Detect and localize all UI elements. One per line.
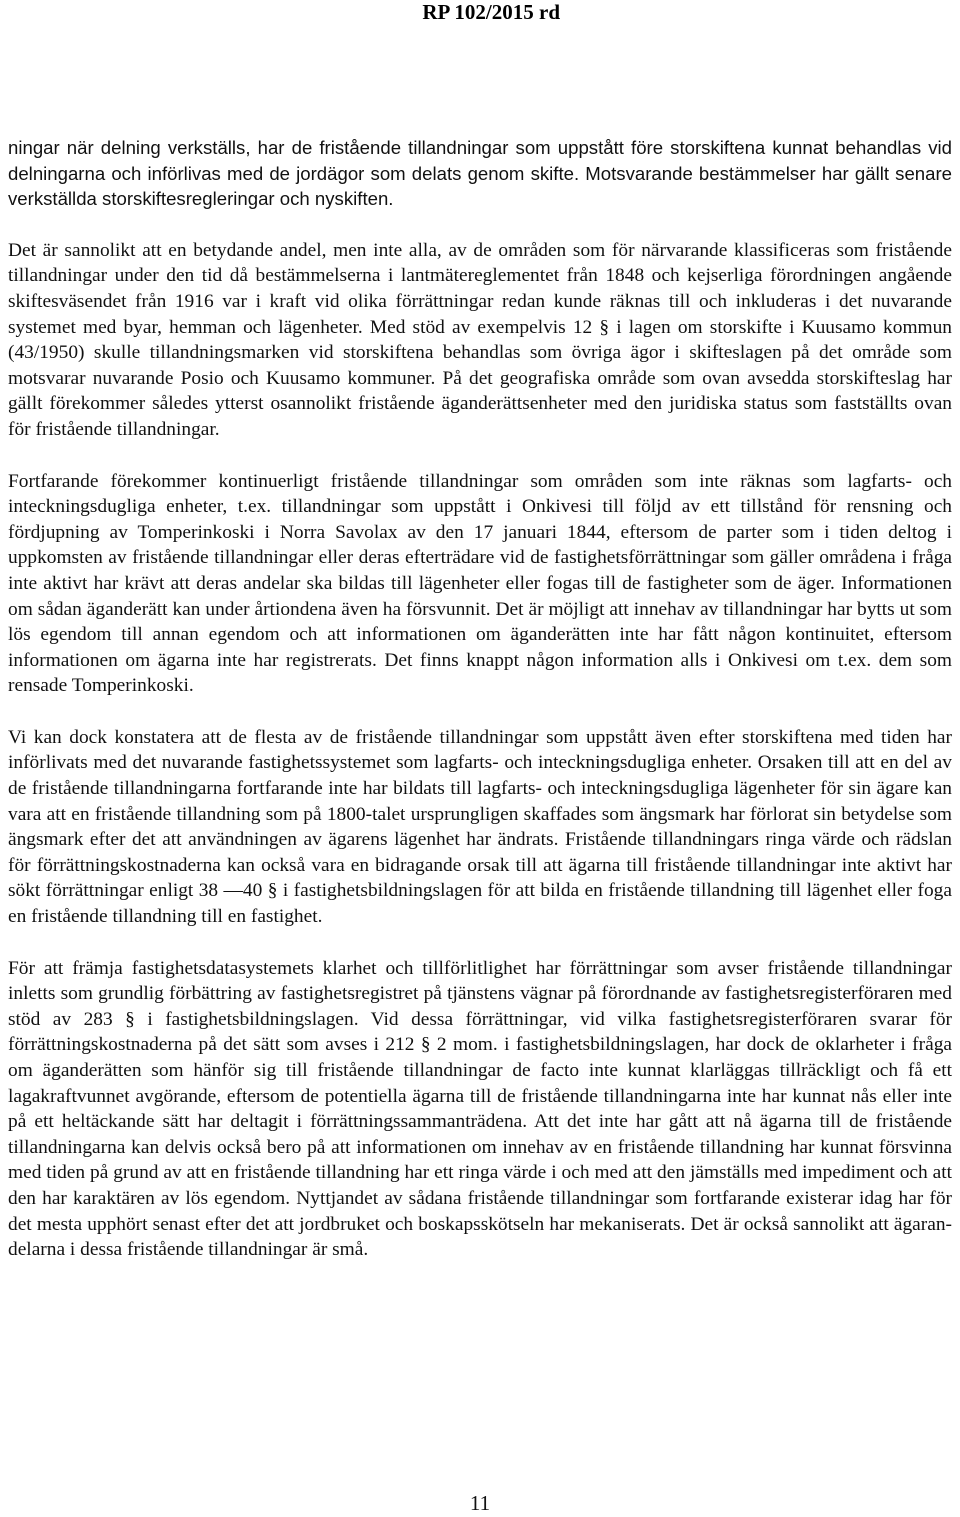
- body-text: [8, 135, 952, 1289]
- paragraph-3: Fortfarande förekommer kontinuerligt fristående tillandningar som områden som inte räknas som lagfarts- och inteckningsdugliga enheter, t.ex. tillandningar som uppstått i Onkivesi till följd av ett tillstånd för rensning och fördjupning av Tomperinkoski i Norra Savolax av den 17 januari 1844, eftersom de parter som i tiden deltog i uppkomsten av fristående tillandningar eller deras efterträdare vid de fastighetsförrättningar som gäller områdena i fråga inte aktivt har krävt att deras andelar ska bildas till lägenheter eller fogas till de fastigheter som de äger. Informationen om sådan äganderätt kan under årtiondena även ha försvunnit. Det är möjligt att innehav av tillandningar har bytts ut som lös egendom till annan egendom och att informationen om äganderätten inte har fått någon kontinuitet, eftersom informationen om ägarna inte har registrerats. Det finns knappt någon information alls i Onkivesi om t.ex. dem som rensade Tomperinkoski.: [8, 470, 952, 697]
- page-header: [0, 0, 960, 28]
- paragraph-4: Vi kan dock konstatera att de flesta av de fristående tillandningar som uppstått även efter storskiftena med tiden har införlivats med det nuvarande fastighetssystemet som lagfarts- och inteckningsdugliga enheter. Orsaken till att en del av de fristående tillandningarna fortfarande inte har bildats till lagfarts- och inteckningsdugliga lägenheter för sin ägare kan vara att en fristående tillandning som på 1800-talet ursprungligen skaffades som ängsmark har förlorat sin betydelse som ängsmark efter det att användningen av ägarens lägenhet har ändrats. Fristående tillandningars ringa värde och rädslan för förrättningskostnaderna kan också vara en bidragande orsak till att ägarna till fristående tillandningar inte aktivt har sökt förrättningar enligt 38 —40 § i fastighetsbildningslagen för att bilda en fristående tillandning till lägenhet eller foga en fristående tillandning till en fastighet.: [8, 726, 952, 928]
- paragraph-5: För att främja fastighetsdatasystemets klarhet och tillförlitlighet har förrättningar som avser fristående tillandningar inletts som grundlig förbättring av fastighetsregistret på tjänstens vägnar på förordnande av fastighetsregisterföraren med stöd av 283 § i fastighetsbildningslagen. Vid dessa förrättningar, vid vilka fastighetsregisterföraren svarar för förrättningskostnaderna på det sätt som avses i 212 § 2 mom. i fastighetsbildningslagen, har dock de oklarheter i fråga om äganderätten som hänför sig till fristående tillandningar de facto inte kunnat klarläggas tillräckligt och få ett lagakraftvunnet avgörande, eftersom de potentiella ägarna till de fristående tillandningarna inte har kunnat nås eller inte på ett heltäckande sätt har deltagit i förrättningssammanträdena. Att det inte har gått att nå ägarna till de fristående tillandningarna kan delvis också bero på att informationen om innehav av en fristående tillandning har kunnat försvinna med tiden på grund av att en fristående tillandning har ett ringa värde i och med att den jämställs med impediment och att den har karaktären av lös egendom. Nyttjandet av sådana fristående tillandningar som fortfarande existerar idag har för det mesta upphört senast efter det att jordbruket och boskapsskötseln har mekaniserats. Det är också sannolikt att ägarandelarna i dessa fristående tillandningar är små.: [8, 957, 952, 1261]
- paragraph-1: ningar när delning verkställs, har de fristående tillandningar som uppstått före storskiftena kunnat behandlas vid delningarna och införlivas med de jordägor som delats genom skifte. Motsvarande bestämmelser har gällt senare verkställda storskiftesregleringar och nyskiften.: [8, 137, 952, 210]
- page-number: 11: [469, 1491, 491, 1515]
- paragraph-2: Det är sannolikt att en betydande andel, men inte alla, av de områden som för närvarande klassificeras som fristående tillandningar under den tid då bestämmelserna i lantmätereglementet från 1848 och kejserliga förordningen angående skiftesväsendet från 1916 var i kraft vid olika förrättningar redan kunde räknas till och inkluderas i det nuvarande systemet med byar, hemman och lägenheter. Med stöd av exempelvis 12 § i lagen om storskifte i Kuusamo kommun (43/1950) skulle tillandningsmarken vid storskiftena behandlas som övriga ägor i skifteslagen på det område som motsvarar nuvarande Posio och Kuusamo kommuner. På det geografiska område som ovan avsedda storskifteslag har gällt förekommer således ytterst osannolikt fristående äganderättsenheter med den juridiska status som fastställts ovan för fristående tillandningar.: [8, 239, 952, 440]
- document-id: RP 102/2015 rd: [422, 0, 560, 24]
